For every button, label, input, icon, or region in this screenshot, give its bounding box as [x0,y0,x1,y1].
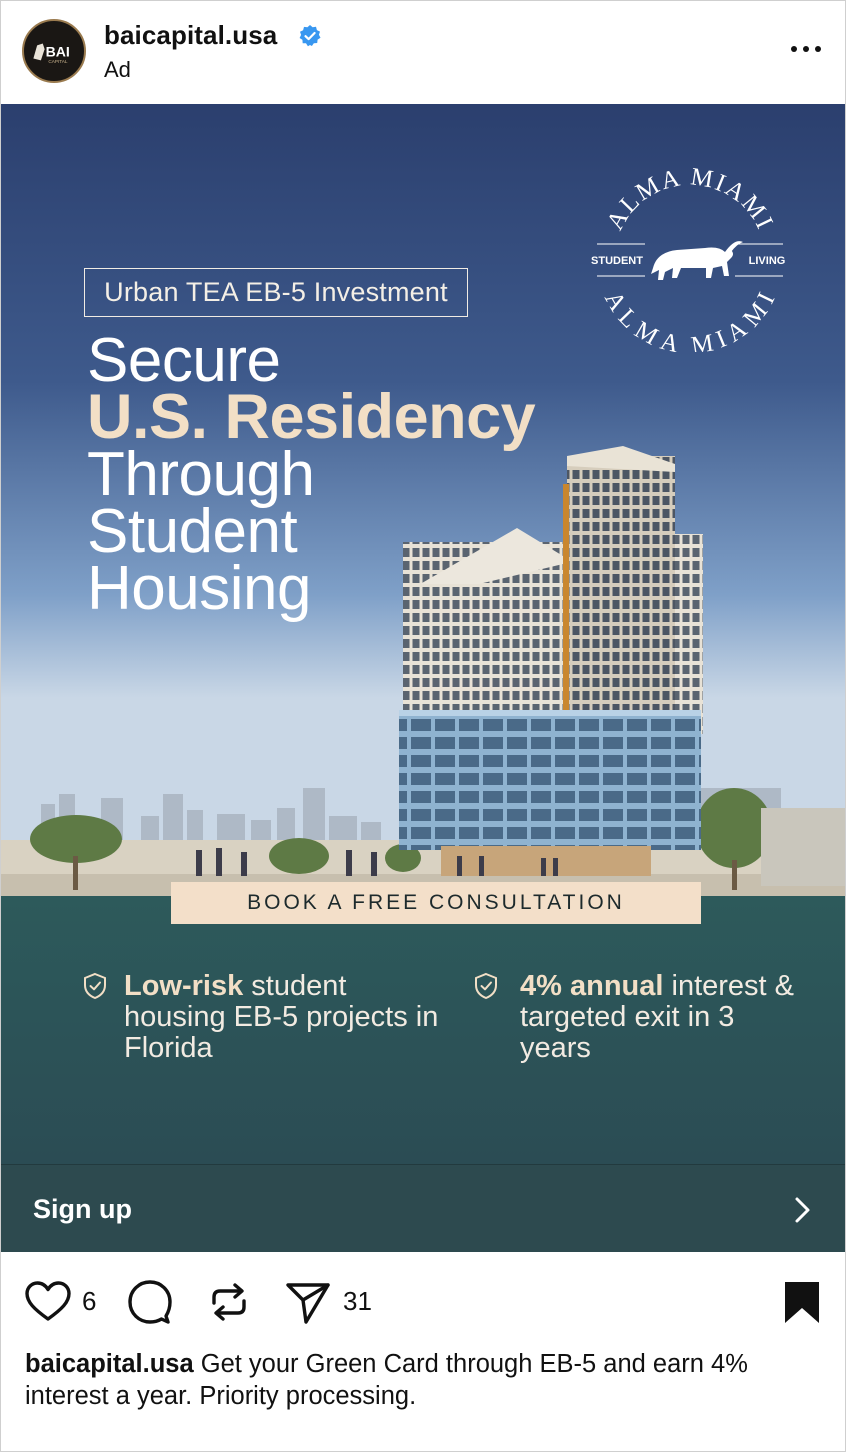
avatar-logo-subtext: CAPITAL [48,59,68,65]
chevron-right-icon [789,1195,815,1225]
bookmark-icon[interactable] [778,1278,826,1326]
feature-annual-interest [520,971,800,1064]
caption-text: Get your Green Card through EB-5 and earn 4% interest a year. Priority processing. [25,1350,748,1410]
sponsored-label: Ad [104,57,131,82]
logo-arc-top-text: ALMA MIAMI [601,168,779,235]
logo-right-text: LIVING [748,255,786,267]
post-caption [25,1348,825,1412]
ad-headline [87,326,536,623]
sign-up-label: Sign up [33,1194,132,1224]
alma-miami-logo [585,168,795,352]
headline-line-2: U.S. Residency [87,382,536,452]
account-handle[interactable]: baicapital.usa [104,20,278,50]
investment-tag: Urban TEA EB-5 Investment [84,268,468,317]
logo-arc-bottom-text: ALMA MIAMI [598,286,782,352]
sign-up-button[interactable] [1,1164,845,1252]
feature-low-risk [124,971,444,1064]
repost-icon[interactable] [205,1278,253,1326]
heart-icon[interactable] [24,1278,72,1326]
headline-line-1: Secure [87,326,281,395]
send-icon[interactable] [284,1278,332,1326]
svg-text:ALMA MIAMI [599,287,781,352]
avatar[interactable] [22,19,86,83]
feature-2-text: interest & targeted exit in 3 years [520,970,794,1064]
ad-creative[interactable] [1,104,845,1164]
caption-handle[interactable]: baicapital.usa [25,1350,194,1378]
headline-line-4: Student [87,497,298,566]
share-count[interactable]: 31 [343,1286,372,1316]
comment-icon[interactable] [126,1278,174,1326]
verified-badge-icon [298,24,322,48]
feature-1-highlight: Low-risk [124,970,244,1002]
shield-check-icon [473,972,499,1000]
headline-line-3: Through [87,440,315,509]
post-actions [0,1252,846,1352]
svg-text:ALMA MIAMI [602,168,779,235]
panther-icon [651,241,743,280]
post-header [0,0,846,104]
more-options-icon[interactable] [786,34,826,64]
logo-left-text: STUDENT [591,255,643,267]
like-count[interactable]: 6 [82,1286,97,1316]
feature-2-highlight: 4% annual [520,970,664,1002]
feature-1-text: student housing EB-5 projects in Florida [124,970,439,1064]
avatar-logo-text: BAI [45,43,70,60]
headline-line-5: Housing [87,554,311,623]
book-consultation-button[interactable]: BOOK A FREE CONSULTATION [171,882,701,924]
shield-check-icon [82,972,108,1000]
